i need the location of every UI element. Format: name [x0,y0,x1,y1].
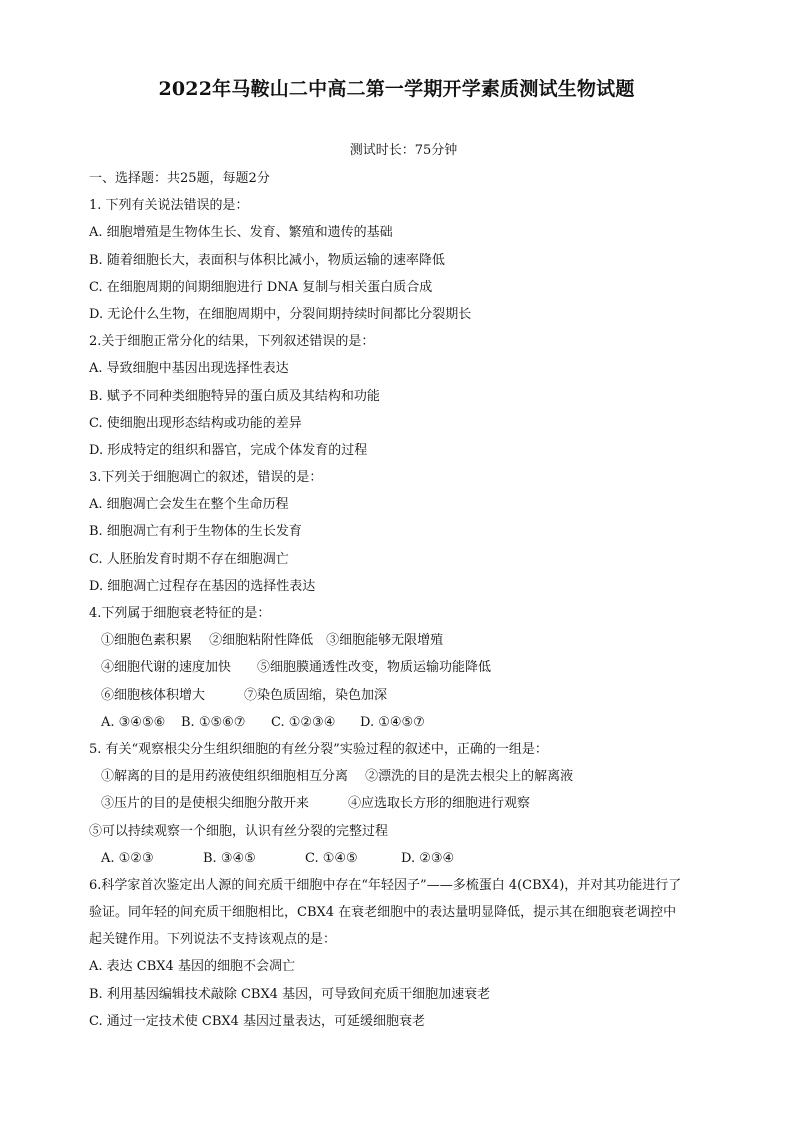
option-d: D. 细胞凋亡过程存在基因的选择性表达 [89,578,316,594]
statement-row: ⑤可以持续观察一个细胞，认识有丝分裂的完整过程 [89,823,389,839]
option-c: C. ①②③④ [271,714,336,730]
question-3 [89,464,729,600]
answer-options [89,845,729,872]
option-d: D. 无论什么生物，在细胞周期中，分裂间期持续时间都比分裂期长 [89,306,472,322]
document-title: 2022年马鞍山二中高二第一学期开学素质测试生物试题 [158,78,635,100]
question-stem-line: 验证。同年轻的间充质干细胞相比，CBX4 在衰老细胞中的表达量明显降低，提示其在细胞衰老调控中 [89,905,677,921]
section-heading: 一、选择题：共25题，每题2分 [89,171,270,186]
option-b: B. 赋予不同种类细胞特异的蛋白质及其结构和功能 [89,388,380,404]
statement-row: ③压片的目的是使根尖细胞分散开来 ④应选取长方形的细胞进行观察 [101,796,531,812]
question-6 [89,872,729,1035]
statement-row: ④细胞代谢的速度加快 ⑤细胞膜通透性改变，物质运输功能降低 [101,660,492,676]
option-c: C. 在细胞周期的间期细胞进行 DNA 复制与相关蛋白质合成 [89,279,433,295]
question-stem: 2.关于细胞正常分化的结果，下列叙述错误的是： [89,334,375,350]
exam-content [89,165,729,1035]
option-b: B. 随着细胞长大，表面积与体积比减小，物质运输的速率降低 [89,252,445,268]
option-d: D. ②③④ [401,850,455,866]
option-d: D. ①④⑤⑦ [360,714,425,730]
exam-duration: 测试时长：75分钟 [349,143,458,158]
question-stem: 5. 有关“观察根尖分生组织细胞的有丝分裂”实验过程的叙述中，正确的一组是： [89,741,548,757]
option-a: A. ③④⑤⑥ [101,714,166,730]
question-stem-line: 起关键作用。下列说法不支持该观点的是： [89,932,337,948]
option-a: A. 表达 CBX4 基因的细胞不会凋亡 [89,959,295,975]
question-stem: 1. 下列有关说法错误的是： [89,198,249,214]
option-a: A. 导致细胞中基因出现选择性表达 [89,361,289,377]
question-1 [89,192,729,328]
option-c: C. ①④⑤ [305,850,358,866]
question-5 [89,736,729,872]
answer-options [89,709,729,736]
option-b: B. 利用基因编辑技术敲除 CBX4 基因，可导致间充质干细胞加速衰老 [89,986,491,1002]
option-b: B. ①⑤⑥⑦ [181,714,246,730]
option-b: B. ③④⑤ [203,850,256,866]
option-d: D. 形成特定的组织和器官，完成个体发育的过程 [89,442,368,458]
question-stem: 3.下列关于细胞凋亡的叙述，错误的是： [89,470,323,486]
option-b: B. 细胞凋亡有利于生物体的生长发育 [89,524,302,540]
statement-row: ⑥细胞核体积增大 ⑦染色质固缩，染色加深 [101,687,388,703]
question-4 [89,600,729,736]
question-stem-line: 6.科学家首次鉴定出人源的间充质干细胞中存在“年轻因子”——多梳蛋白 4(CBX4)，并对其功能进行了 [89,877,682,893]
question-2 [89,328,729,464]
option-c: C. 使细胞出现形态结构或功能的差异 [89,415,302,431]
question-stem: 4.下列属于细胞衰老特征的是： [89,606,271,621]
statement-row: ①细胞色素积累 ②细胞粘附性降低 ③细胞能够无限增殖 [101,633,444,649]
option-c: C. 通过一定技术使 CBX4 基因过量表达，可延缓细胞衰老 [89,1013,426,1029]
option-a: A. 细胞增殖是生物体生长、发育、繁殖和遗传的基础 [89,225,393,241]
option-a: A. ①②③ [101,850,154,866]
statement-row: ①解离的目的是用药液使组织细胞相互分离 ②漂洗的目的是洗去根尖上的解离液 [101,769,574,785]
option-a: A. 细胞凋亡会发生在整个生命历程 [89,497,289,513]
option-c: C. 人胚胎发育时期不存在细胞凋亡 [89,551,289,567]
